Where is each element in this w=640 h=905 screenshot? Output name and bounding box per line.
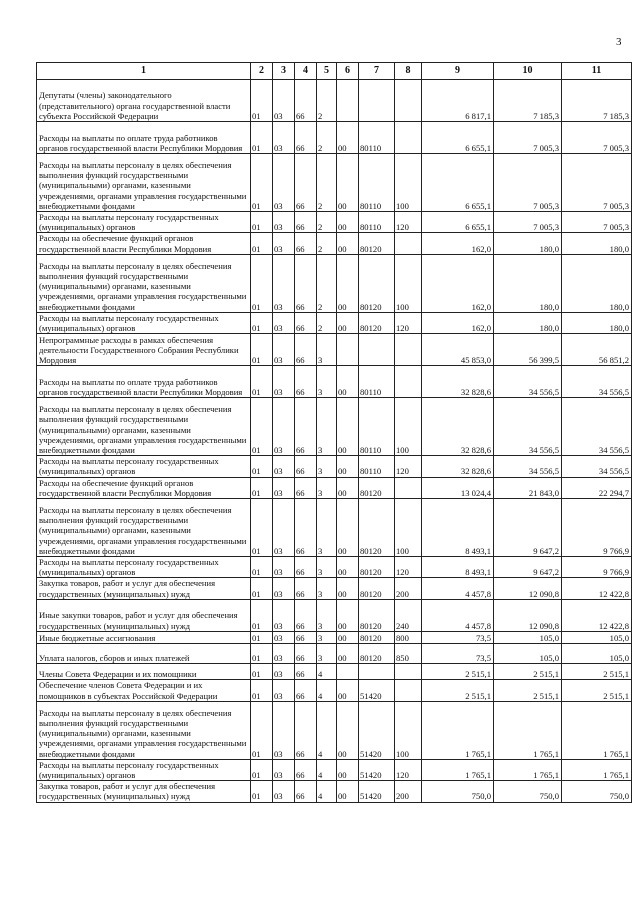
code-direction: 00: [337, 499, 359, 557]
column-header: 1: [37, 63, 251, 80]
code-expense: 80120: [359, 233, 395, 254]
value-col-9: 162,0: [422, 254, 494, 312]
value-col-10: 7 005,3: [494, 212, 562, 233]
value-col-9: 1 765,1: [422, 759, 494, 780]
code-expense: 80120: [359, 312, 395, 333]
code-subprogram: 2: [317, 80, 337, 122]
column-header: 5: [317, 63, 337, 80]
value-col-9: 162,0: [422, 312, 494, 333]
table-row: [37, 599, 632, 631]
code-direction: 00: [337, 154, 359, 212]
code-section: 01: [251, 599, 273, 631]
code-expense: 80120: [359, 578, 395, 599]
code-expense: 51420: [359, 759, 395, 780]
code-section: 01: [251, 643, 273, 663]
code-subprogram: 3: [317, 599, 337, 631]
code-section: 01: [251, 312, 273, 333]
value-col-10: 56 399,5: [494, 334, 562, 366]
table-row: [37, 312, 632, 333]
code-type: [395, 80, 422, 122]
value-col-11: 180,0: [562, 254, 632, 312]
code-expense: 51420: [359, 701, 395, 759]
code-subprogram: 3: [317, 334, 337, 366]
code-subsection: 03: [273, 759, 295, 780]
value-col-11: 180,0: [562, 312, 632, 333]
table-row: [37, 122, 632, 154]
item-name: Члены Совета Федерации и их помощники: [37, 663, 251, 679]
code-program: 66: [295, 759, 317, 780]
code-section: 01: [251, 631, 273, 643]
code-subprogram: 2: [317, 312, 337, 333]
value-col-9: 750,0: [422, 781, 494, 802]
code-program: 66: [295, 154, 317, 212]
code-section: 01: [251, 557, 273, 578]
code-type: [395, 679, 422, 701]
item-name: Расходы на выплаты персоналу государственных (муниципальных) органов: [37, 759, 251, 780]
table-row: [37, 398, 632, 456]
code-section: 01: [251, 759, 273, 780]
value-col-11: 1 765,1: [562, 701, 632, 759]
code-subprogram: 4: [317, 663, 337, 679]
code-type: 800: [395, 631, 422, 643]
code-subprogram: 4: [317, 781, 337, 802]
column-header: 8: [395, 63, 422, 80]
code-direction: 00: [337, 233, 359, 254]
value-col-9: 6 655,1: [422, 122, 494, 154]
table-row: [37, 254, 632, 312]
code-section: 01: [251, 663, 273, 679]
value-col-11: 750,0: [562, 781, 632, 802]
code-direction: [337, 80, 359, 122]
code-expense: 80110: [359, 212, 395, 233]
value-col-10: 7 005,3: [494, 154, 562, 212]
code-program: 66: [295, 631, 317, 643]
code-program: 66: [295, 456, 317, 477]
code-expense: [359, 334, 395, 366]
item-name: Расходы на выплаты персоналу в целях обеспечения выполнения функций государственными (муниципальными) органами, казенными учреждениями, органами управления государственными внебюджетными фондами: [37, 398, 251, 456]
code-section: 01: [251, 334, 273, 366]
code-subprogram: 2: [317, 254, 337, 312]
code-type: [395, 366, 422, 398]
value-col-11: 1 765,1: [562, 759, 632, 780]
code-section: 01: [251, 701, 273, 759]
value-col-10: 105,0: [494, 631, 562, 643]
value-col-9: 6 817,1: [422, 80, 494, 122]
item-name: Закупка товаров, работ и услуг для обеспечения государственных (муниципальных) нужд: [37, 578, 251, 599]
code-type: 200: [395, 578, 422, 599]
code-section: 01: [251, 679, 273, 701]
code-subprogram: 3: [317, 578, 337, 599]
value-col-11: 105,0: [562, 631, 632, 643]
code-type: 120: [395, 212, 422, 233]
code-direction: 00: [337, 578, 359, 599]
value-col-11: 7 005,3: [562, 212, 632, 233]
table-row: [37, 233, 632, 254]
item-name: Иные закупки товаров, работ и услуг для обеспечения государственных (муниципальных) нужд: [37, 599, 251, 631]
item-name: Расходы на обеспечение функций органов государственной власти Республики Мордовия: [37, 477, 251, 498]
code-section: 01: [251, 398, 273, 456]
value-col-11: 56 851,2: [562, 334, 632, 366]
value-col-9: 32 828,6: [422, 366, 494, 398]
value-col-10: 21 843,0: [494, 477, 562, 498]
code-direction: 00: [337, 254, 359, 312]
item-name: Расходы на выплаты персоналу в целях обеспечения выполнения функций государственными (муниципальными) органами, казенными учреждениями, органами управления государственными внебюджетными фондами: [37, 499, 251, 557]
code-expense: 80110: [359, 122, 395, 154]
code-subsection: 03: [273, 578, 295, 599]
column-header: 11: [562, 63, 632, 80]
code-direction: 00: [337, 477, 359, 498]
code-type: [395, 334, 422, 366]
budget-table: [36, 62, 632, 803]
code-expense: [359, 663, 395, 679]
item-name: Депутаты (члены) законодательного (представительного) органа государственной власти субъекта Российской Федерации: [37, 80, 251, 122]
code-subsection: 03: [273, 701, 295, 759]
value-col-9: 32 828,6: [422, 456, 494, 477]
code-subsection: 03: [273, 643, 295, 663]
code-program: 66: [295, 599, 317, 631]
code-subsection: 03: [273, 631, 295, 643]
code-section: 01: [251, 366, 273, 398]
code-direction: 00: [337, 312, 359, 333]
code-type: [395, 233, 422, 254]
code-subsection: 03: [273, 366, 295, 398]
table-row: [37, 499, 632, 557]
value-col-11: 7 005,3: [562, 122, 632, 154]
table-row: [37, 456, 632, 477]
code-direction: 00: [337, 701, 359, 759]
code-expense: 80120: [359, 477, 395, 498]
value-col-9: 2 515,1: [422, 679, 494, 701]
code-subsection: 03: [273, 122, 295, 154]
value-col-10: 34 556,5: [494, 366, 562, 398]
item-name: Расходы на выплаты персоналу государственных (муниципальных) органов: [37, 456, 251, 477]
code-section: 01: [251, 212, 273, 233]
code-subsection: 03: [273, 334, 295, 366]
code-program: 66: [295, 122, 317, 154]
code-subprogram: 3: [317, 643, 337, 663]
value-col-10: 9 647,2: [494, 557, 562, 578]
value-col-10: 2 515,1: [494, 663, 562, 679]
value-col-9: 6 655,1: [422, 154, 494, 212]
page-number: 3: [616, 36, 622, 48]
value-col-10: 34 556,5: [494, 456, 562, 477]
value-col-11: 7 185,3: [562, 80, 632, 122]
value-col-10: 12 090,8: [494, 578, 562, 599]
code-type: 200: [395, 781, 422, 802]
code-subsection: 03: [273, 312, 295, 333]
code-expense: 80120: [359, 631, 395, 643]
item-name: Расходы на выплаты персоналу государственных (муниципальных) органов: [37, 212, 251, 233]
code-subprogram: 3: [317, 499, 337, 557]
code-subsection: 03: [273, 212, 295, 233]
table-header-row: [37, 63, 632, 80]
table-row: [37, 759, 632, 780]
value-col-10: 1 765,1: [494, 701, 562, 759]
column-header: 2: [251, 63, 273, 80]
value-col-10: 1 765,1: [494, 759, 562, 780]
item-name: Расходы на выплаты персоналу в целях обеспечения выполнения функций государственными (муниципальными) органами, казенными учреждениями, органами управления государственными внебюджетными фондами: [37, 254, 251, 312]
table-body: [37, 80, 632, 803]
item-name: Расходы на выплаты по оплате труда работников органов государственной власти Республики Мордовия: [37, 366, 251, 398]
code-section: 01: [251, 122, 273, 154]
code-section: 01: [251, 233, 273, 254]
value-col-10: 180,0: [494, 312, 562, 333]
value-col-10: 34 556,5: [494, 398, 562, 456]
code-type: 120: [395, 456, 422, 477]
code-subprogram: 2: [317, 154, 337, 212]
table-row: [37, 631, 632, 643]
code-program: 66: [295, 212, 317, 233]
code-subprogram: 2: [317, 212, 337, 233]
table-row: [37, 701, 632, 759]
code-subprogram: 3: [317, 477, 337, 498]
code-type: 100: [395, 154, 422, 212]
code-subprogram: 3: [317, 456, 337, 477]
code-subprogram: 4: [317, 701, 337, 759]
value-col-11: 22 294,7: [562, 477, 632, 498]
code-program: 66: [295, 663, 317, 679]
code-subprogram: 4: [317, 759, 337, 780]
value-col-11: 34 556,5: [562, 366, 632, 398]
code-subsection: 03: [273, 477, 295, 498]
code-type: 100: [395, 254, 422, 312]
value-col-11: 9 766,9: [562, 557, 632, 578]
code-subsection: 03: [273, 233, 295, 254]
value-col-9: 45 853,0: [422, 334, 494, 366]
code-expense: 80110: [359, 398, 395, 456]
table-row: [37, 80, 632, 122]
code-program: 66: [295, 679, 317, 701]
value-col-9: 2 515,1: [422, 663, 494, 679]
code-expense: 51420: [359, 781, 395, 802]
code-expense: 80120: [359, 599, 395, 631]
item-name: Уплата налогов, сборов и иных платежей: [37, 643, 251, 663]
item-name: Расходы на выплаты персоналу государственных (муниципальных) органов: [37, 312, 251, 333]
value-col-10: 180,0: [494, 254, 562, 312]
item-name: Расходы на выплаты персоналу в целях обеспечения выполнения функций государственными (муниципальными) органами, казенными учреждениями, органами управления государственными внебюджетными фондами: [37, 154, 251, 212]
code-expense: [359, 80, 395, 122]
code-program: 66: [295, 366, 317, 398]
code-direction: [337, 663, 359, 679]
code-program: 66: [295, 557, 317, 578]
value-col-9: 8 493,1: [422, 557, 494, 578]
code-program: 66: [295, 80, 317, 122]
column-header: 3: [273, 63, 295, 80]
code-program: 66: [295, 254, 317, 312]
item-name: Закупка товаров, работ и услуг для обеспечения государственных (муниципальных) нужд: [37, 781, 251, 802]
code-subprogram: 2: [317, 233, 337, 254]
code-expense: 80120: [359, 557, 395, 578]
code-type: 100: [395, 398, 422, 456]
code-section: 01: [251, 781, 273, 802]
value-col-11: 180,0: [562, 233, 632, 254]
code-subsection: 03: [273, 557, 295, 578]
column-header: 10: [494, 63, 562, 80]
code-subsection: 03: [273, 679, 295, 701]
table-row: [37, 679, 632, 701]
table-row: [37, 477, 632, 498]
code-direction: 00: [337, 366, 359, 398]
code-subsection: 03: [273, 781, 295, 802]
value-col-11: 105,0: [562, 643, 632, 663]
code-expense: 80120: [359, 643, 395, 663]
code-subsection: 03: [273, 254, 295, 312]
code-direction: [337, 334, 359, 366]
table-row: [37, 154, 632, 212]
code-direction: 00: [337, 212, 359, 233]
item-name: Расходы на выплаты персоналу государственных (муниципальных) органов: [37, 557, 251, 578]
code-subsection: 03: [273, 599, 295, 631]
value-col-9: 4 457,8: [422, 578, 494, 599]
item-name: Обеспечение членов Совета Федерации и их помощников в субъектах Российской Федерации: [37, 679, 251, 701]
code-subsection: 03: [273, 456, 295, 477]
code-expense: 80120: [359, 499, 395, 557]
value-col-10: 9 647,2: [494, 499, 562, 557]
code-subsection: 03: [273, 398, 295, 456]
code-program: 66: [295, 312, 317, 333]
value-col-10: 12 090,8: [494, 599, 562, 631]
code-program: 66: [295, 398, 317, 456]
column-header: 4: [295, 63, 317, 80]
code-type: 100: [395, 701, 422, 759]
code-direction: 00: [337, 679, 359, 701]
code-type: 850: [395, 643, 422, 663]
table-row: [37, 578, 632, 599]
item-name: Расходы на выплаты персоналу в целях обеспечения выполнения функций государственными (муниципальными) органами, казенными учреждениями, органами управления государственными внебюджетными фондами: [37, 701, 251, 759]
code-program: 66: [295, 578, 317, 599]
code-program: 66: [295, 477, 317, 498]
value-col-11: 12 422,8: [562, 599, 632, 631]
column-header: 7: [359, 63, 395, 80]
value-col-9: 73,5: [422, 631, 494, 643]
code-section: 01: [251, 254, 273, 312]
code-type: 120: [395, 759, 422, 780]
code-type: 100: [395, 499, 422, 557]
table-row: [37, 334, 632, 366]
code-section: 01: [251, 477, 273, 498]
code-subsection: 03: [273, 154, 295, 212]
table-row: [37, 212, 632, 233]
code-program: 66: [295, 334, 317, 366]
value-col-9: 6 655,1: [422, 212, 494, 233]
code-expense: 80110: [359, 154, 395, 212]
table-row: [37, 366, 632, 398]
item-name: Непрограммные расходы в рамках обеспечения деятельности Государственного Собрания Республики Мордовия: [37, 334, 251, 366]
value-col-9: 1 765,1: [422, 701, 494, 759]
value-col-10: 7 005,3: [494, 122, 562, 154]
code-program: 66: [295, 781, 317, 802]
value-col-9: 73,5: [422, 643, 494, 663]
value-col-9: 162,0: [422, 233, 494, 254]
table-row: [37, 781, 632, 802]
code-type: [395, 663, 422, 679]
code-type: [395, 477, 422, 498]
code-program: 66: [295, 643, 317, 663]
value-col-9: 13 024,4: [422, 477, 494, 498]
code-section: 01: [251, 499, 273, 557]
code-program: 66: [295, 499, 317, 557]
value-col-11: 7 005,3: [562, 154, 632, 212]
code-type: [395, 122, 422, 154]
value-col-11: 34 556,5: [562, 398, 632, 456]
code-section: 01: [251, 456, 273, 477]
code-direction: 00: [337, 599, 359, 631]
value-col-10: 180,0: [494, 233, 562, 254]
code-direction: 00: [337, 759, 359, 780]
value-col-9: 4 457,8: [422, 599, 494, 631]
code-subprogram: 3: [317, 398, 337, 456]
code-direction: 00: [337, 456, 359, 477]
code-subsection: 03: [273, 499, 295, 557]
code-section: 01: [251, 154, 273, 212]
code-subprogram: 2: [317, 122, 337, 154]
code-direction: 00: [337, 557, 359, 578]
code-subprogram: 3: [317, 366, 337, 398]
value-col-10: 7 185,3: [494, 80, 562, 122]
code-expense: 51420: [359, 679, 395, 701]
code-direction: 00: [337, 781, 359, 802]
value-col-10: 2 515,1: [494, 679, 562, 701]
code-section: 01: [251, 80, 273, 122]
value-col-11: 34 556,5: [562, 456, 632, 477]
value-col-11: 2 515,1: [562, 679, 632, 701]
code-type: 120: [395, 557, 422, 578]
code-direction: 00: [337, 398, 359, 456]
value-col-11: 9 766,9: [562, 499, 632, 557]
value-col-9: 8 493,1: [422, 499, 494, 557]
code-subprogram: 4: [317, 679, 337, 701]
value-col-9: 32 828,6: [422, 398, 494, 456]
code-expense: 80120: [359, 254, 395, 312]
item-name: Расходы на обеспечение функций органов государственной власти Республики Мордовия: [37, 233, 251, 254]
code-type: 120: [395, 312, 422, 333]
code-subsection: 03: [273, 80, 295, 122]
code-type: 240: [395, 599, 422, 631]
column-header: 9: [422, 63, 494, 80]
code-direction: 00: [337, 631, 359, 643]
table-row: [37, 663, 632, 679]
code-program: 66: [295, 233, 317, 254]
code-expense: 80110: [359, 366, 395, 398]
code-expense: 80110: [359, 456, 395, 477]
code-program: 66: [295, 701, 317, 759]
table-row: [37, 643, 632, 663]
item-name: Иные бюджетные ассигнования: [37, 631, 251, 643]
table-row: [37, 557, 632, 578]
column-header: 6: [337, 63, 359, 80]
value-col-11: 12 422,8: [562, 578, 632, 599]
value-col-10: 105,0: [494, 643, 562, 663]
item-name: Расходы на выплаты по оплате труда работников органов государственной власти Республики Мордовия: [37, 122, 251, 154]
code-subsection: 03: [273, 663, 295, 679]
code-subprogram: 3: [317, 557, 337, 578]
code-section: 01: [251, 578, 273, 599]
code-direction: 00: [337, 643, 359, 663]
code-subprogram: 3: [317, 631, 337, 643]
value-col-11: 2 515,1: [562, 663, 632, 679]
code-direction: 00: [337, 122, 359, 154]
value-col-10: 750,0: [494, 781, 562, 802]
